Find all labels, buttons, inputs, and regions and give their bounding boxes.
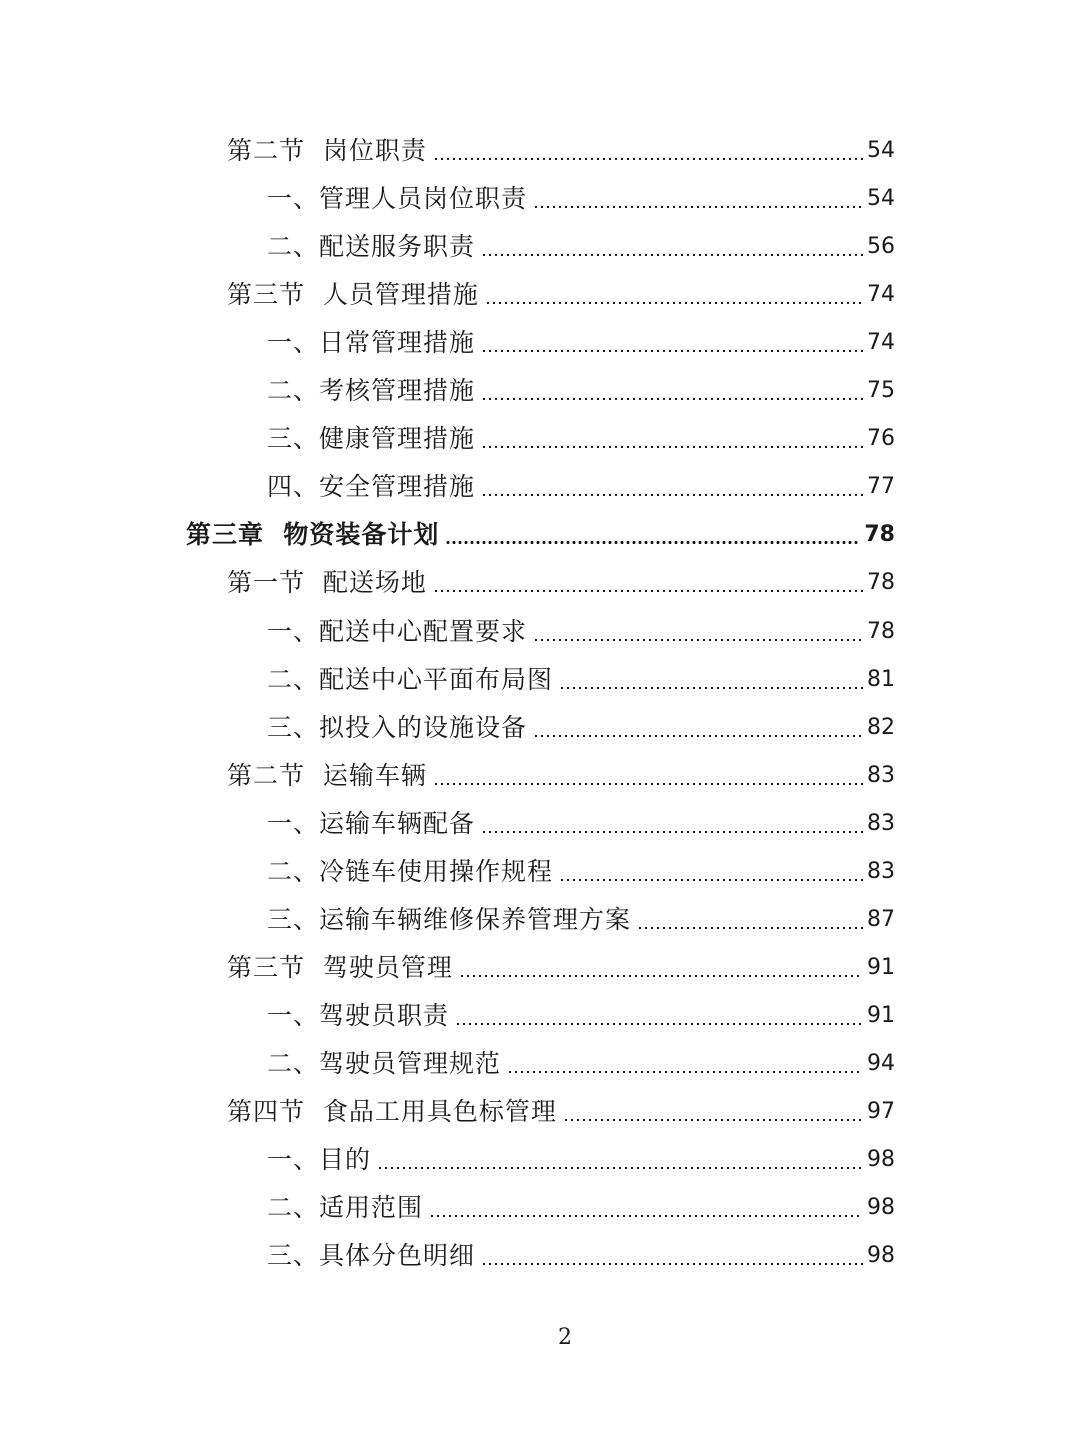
toc-dot-leader — [433, 590, 863, 592]
toc-dot-leader — [433, 158, 863, 160]
toc-entry[interactable] — [0, 945, 1080, 993]
toc-entry-title: 二、冷链车使用操作规程 — [267, 856, 554, 886]
toc-entry-page-number: 82 — [867, 714, 895, 740]
toc-entry[interactable] — [0, 1185, 1080, 1233]
toc-dot-leader — [429, 1215, 863, 1217]
toc-entry[interactable] — [0, 1089, 1080, 1137]
toc-entry-page-number: 98 — [867, 1243, 895, 1269]
toc-entry-title: 一、运输车辆配备 — [267, 808, 476, 838]
toc-entry-title: 二、配送服务职责 — [267, 232, 476, 262]
toc-entry-page-number: 76 — [867, 426, 895, 452]
toc-dot-leader — [377, 1167, 863, 1169]
toc-entry[interactable] — [0, 753, 1080, 801]
toc-entry[interactable] — [0, 801, 1080, 849]
toc-dot-leader — [485, 302, 863, 304]
toc-entry-title: 一、日常管理措施 — [267, 328, 476, 358]
footer-page-number: 2 — [558, 1325, 572, 1350]
toc-dot-leader — [533, 639, 863, 641]
toc-entry-page-number: 83 — [867, 810, 895, 836]
toc-entry-page-number: 83 — [867, 762, 895, 788]
toc-entry[interactable] — [0, 705, 1080, 753]
toc-entry-page-number: 78 — [867, 570, 895, 596]
toc-entry-page-number: 77 — [867, 474, 895, 500]
toc-dot-leader — [507, 1071, 863, 1073]
toc-entry-title: 二、考核管理措施 — [267, 376, 476, 406]
toc-entry[interactable] — [0, 512, 1080, 560]
toc-entry-page-number: 54 — [867, 138, 895, 164]
toc-entry-title: 四、安全管理措施 — [267, 472, 476, 502]
toc-entry-title: 二、配送中心平面布局图 — [267, 664, 554, 694]
toc-entry-page-number: 74 — [867, 330, 895, 356]
toc-entry-page-number: 83 — [867, 858, 895, 884]
toc-entry-title: 第二节 岗位职责 — [227, 136, 427, 166]
toc-entry[interactable] — [0, 657, 1080, 705]
toc-dot-leader — [481, 446, 863, 448]
toc-entry-title: 第三节 人员管理措施 — [227, 280, 479, 310]
toc-dot-leader — [481, 398, 863, 400]
toc-entry-page-number: 94 — [867, 1050, 895, 1076]
toc-entry[interactable] — [0, 464, 1080, 512]
toc-entry-title: 第三章 物资装备计划 — [186, 520, 440, 550]
toc-dot-leader — [481, 831, 863, 833]
toc-dot-leader — [563, 1119, 863, 1121]
toc-entry[interactable] — [0, 416, 1080, 464]
toc-entry[interactable] — [0, 272, 1080, 320]
toc-entry-title: 一、驾驶员职责 — [267, 1000, 450, 1030]
toc-entry-title: 三、健康管理措施 — [267, 424, 476, 454]
toc-entry-title: 三、具体分色明细 — [267, 1241, 476, 1271]
toc-entry[interactable] — [0, 128, 1080, 176]
toc-entry-page-number: 97 — [867, 1098, 895, 1124]
toc-entry-title: 第三节 驾驶员管理 — [227, 952, 453, 982]
toc-entry-title: 第一节 配送场地 — [227, 568, 427, 598]
toc-dot-leader — [481, 254, 863, 256]
toc-entry[interactable] — [0, 1233, 1080, 1281]
toc-entry[interactable] — [0, 320, 1080, 368]
toc-entry-title: 一、管理人员岗位职责 — [267, 184, 528, 214]
toc-entry-page-number: 54 — [867, 186, 895, 212]
toc-entry-page-number: 91 — [867, 954, 895, 980]
toc-entry-page-number: 74 — [867, 282, 895, 308]
toc-entry[interactable] — [0, 1041, 1080, 1089]
table-of-contents — [0, 128, 1080, 1281]
toc-dot-leader — [445, 541, 860, 544]
toc-entry-title: 二、适用范围 — [267, 1193, 424, 1223]
toc-dot-leader — [637, 927, 863, 929]
toc-entry[interactable] — [0, 560, 1080, 608]
toc-entry-title: 一、目的 — [267, 1145, 372, 1175]
toc-entry[interactable] — [0, 224, 1080, 272]
toc-dot-leader — [481, 1263, 863, 1265]
toc-entry-page-number: 98 — [867, 1147, 895, 1173]
toc-entry[interactable] — [0, 176, 1080, 224]
toc-entry-title: 三、运输车辆维修保养管理方案 — [267, 904, 632, 934]
toc-dot-leader — [533, 206, 863, 208]
toc-dot-leader — [459, 975, 863, 977]
toc-entry-title: 一、配送中心配置要求 — [267, 616, 528, 646]
toc-entry[interactable] — [0, 1137, 1080, 1185]
toc-entry-page-number: 81 — [867, 666, 895, 692]
toc-dot-leader — [481, 494, 863, 496]
toc-entry-title: 二、驾驶员管理规范 — [267, 1048, 502, 1078]
toc-entry-page-number: 91 — [867, 1002, 895, 1028]
toc-dot-leader — [559, 687, 863, 689]
toc-entry-page-number: 98 — [867, 1195, 895, 1221]
toc-entry[interactable] — [0, 993, 1080, 1041]
toc-entry[interactable] — [0, 608, 1080, 656]
toc-entry-page-number: 56 — [867, 234, 895, 260]
toc-entry-title: 三、拟投入的设施设备 — [267, 712, 528, 742]
toc-dot-leader — [533, 735, 863, 737]
toc-entry-page-number: 78 — [864, 522, 895, 548]
toc-dot-leader — [559, 879, 863, 881]
toc-entry-page-number: 87 — [867, 906, 895, 932]
toc-entry-page-number: 75 — [867, 378, 895, 404]
toc-entry-title: 第二节 运输车辆 — [227, 760, 427, 790]
toc-dot-leader — [455, 1023, 863, 1025]
toc-dot-leader — [481, 350, 863, 352]
toc-entry[interactable] — [0, 368, 1080, 416]
toc-entry-title: 第四节 食品工用具色标管理 — [227, 1096, 557, 1126]
toc-entry[interactable] — [0, 849, 1080, 897]
toc-entry-page-number: 78 — [867, 618, 895, 644]
toc-entry[interactable] — [0, 897, 1080, 945]
toc-dot-leader — [433, 783, 863, 785]
